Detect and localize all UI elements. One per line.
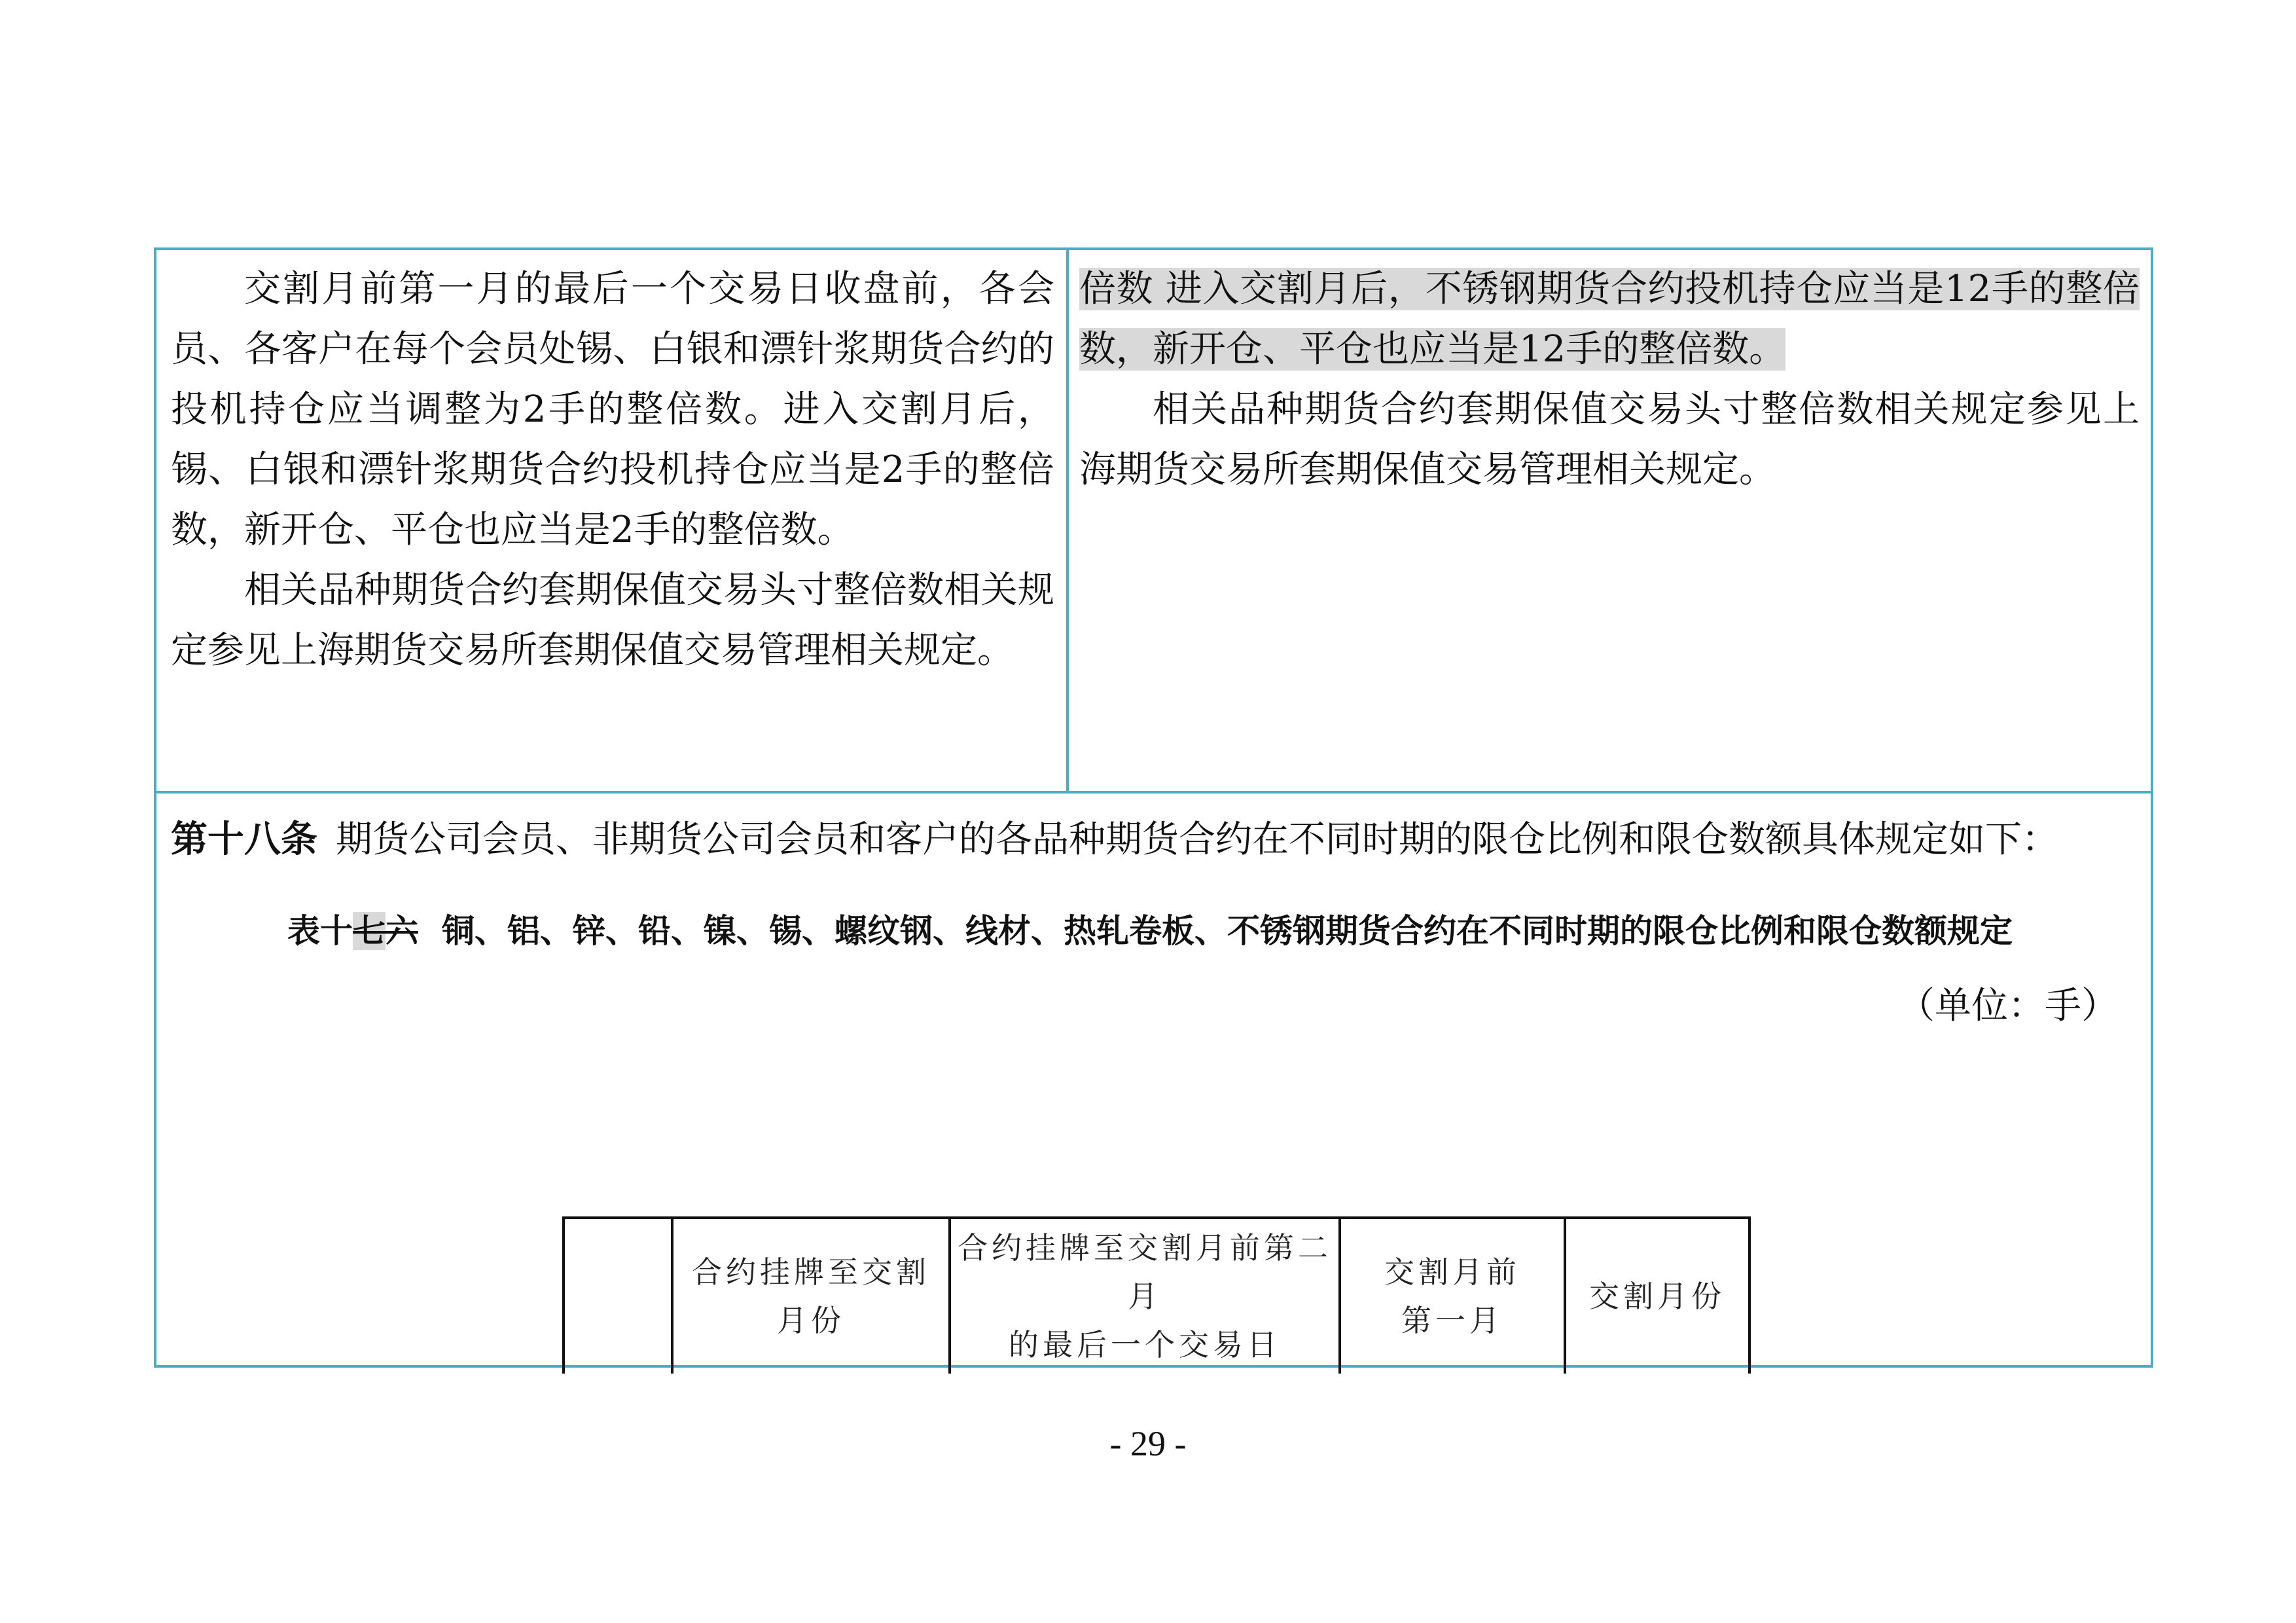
original-paragraph-2: 相关品种期货合约套期保值交易头寸整倍数相关规定参见上海期货交易所套期保值交易管理相关规定。 (171, 569, 1054, 672)
table-header-listing-to-delivery-text: 合约挂牌至交割月份 (692, 1254, 930, 1338)
revised-paragraph-2: 相关品种期货合约套期保值交易头寸整倍数相关规定参见上海期货交易所套期保值交易管理相关规定。 (1079, 388, 2140, 491)
table-title-deleted: 七 (353, 912, 386, 950)
table-header-second-month-before: 合约挂牌至交割月前第二月 的最后一个交易日 (950, 1218, 1340, 1374)
unit-label: （单位：手） (1898, 985, 2118, 1027)
table-header-delivery-month: 交割月份 (1565, 1218, 1749, 1374)
table-title-text: 铜、铝、锌、铅、镍、锡、螺纹钢、线材、热轧卷板、不锈钢期货合约在不同时期的限仓比例和限仓数额规定 (442, 912, 2013, 950)
revised-highlight-text: 倍数 进入交割月后，不锈钢期货合约投机持仓应当是12手的整倍数，新开仓、平仓也应当是12手的整倍数。 (1079, 268, 2140, 371)
revised-text-cell (1079, 259, 2140, 500)
column-divider (1066, 250, 1069, 793)
position-limit-table (562, 1216, 1751, 1374)
original-paragraph-1: 交割月前第一月的最后一个交易日收盘前，各会员、各客户在每个会员处锡、白银和漂针浆期货合约的投机持仓应当调整为2手的整倍数。进入交割月后，锡、白银和漂针浆期货合约投机持仓应当是2手的整倍数，新开仓、平仓也应当是2手的整倍数。 (171, 268, 1054, 551)
table-header-first-month-before: 交割月前 第一月 (1340, 1218, 1565, 1374)
table-title-prefix: 表十 (287, 912, 353, 950)
table-header-listing-to-delivery (672, 1218, 950, 1374)
article-number: 第十八条 (171, 818, 317, 861)
comparison-table-frame (154, 247, 2153, 1368)
article-18 (171, 810, 2134, 870)
article-text: 期货公司会员、非期货公司会员和客户的各品种期货合约在不同时期的限仓比例和限仓数额具体规定如下： (336, 818, 2058, 861)
table-header-blank (564, 1218, 672, 1374)
table-title (287, 905, 2185, 957)
page-number: - 29 - (1109, 1424, 1187, 1463)
revised-paragraph-1 (1079, 259, 2140, 380)
table-title-inserted: 六 (386, 912, 418, 950)
table-header-row (564, 1218, 1749, 1374)
original-text-cell (171, 259, 1054, 681)
comparison-row (156, 250, 2151, 793)
